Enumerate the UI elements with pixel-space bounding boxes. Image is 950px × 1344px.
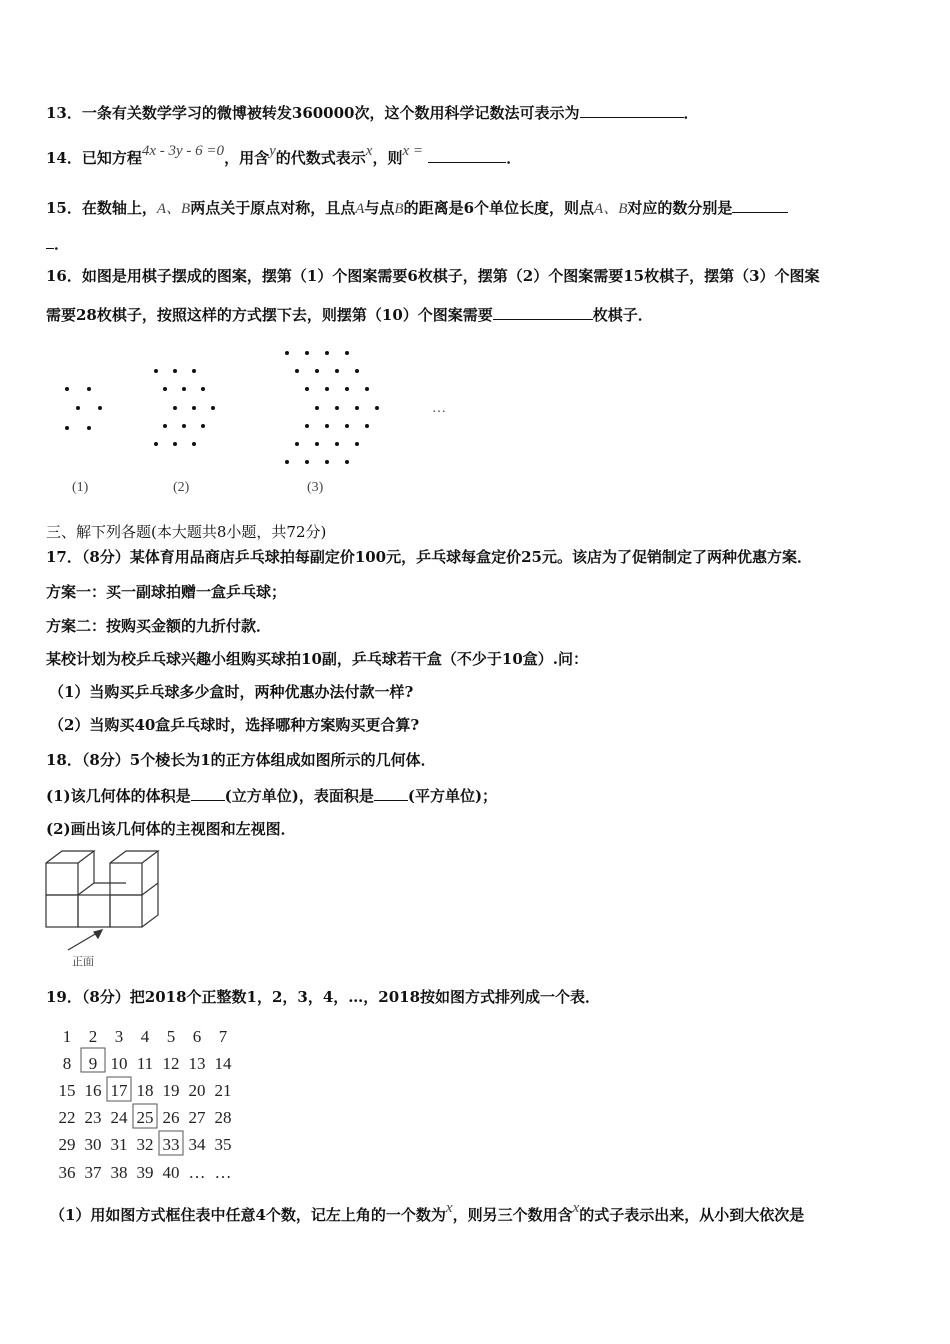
dot bbox=[163, 387, 167, 391]
cube-edge bbox=[142, 883, 158, 895]
pattern-1 bbox=[65, 387, 102, 430]
cube-top bbox=[110, 851, 158, 863]
table-cell: … bbox=[214, 1163, 232, 1182]
dot bbox=[375, 406, 379, 410]
question-14: 14．已知方程4x - 3y - 6 =0，用含y的代数式表示x，则x = ． bbox=[46, 143, 522, 167]
section-heading: 三、解下列各题(本大题共8小题，共72分) bbox=[46, 523, 327, 541]
dot bbox=[355, 442, 359, 446]
table-cell: 13 bbox=[188, 1054, 206, 1073]
table-cell: 38 bbox=[110, 1163, 128, 1182]
plan-2: 方案二：按购买金额的九折付款． bbox=[46, 617, 272, 635]
cube-face bbox=[46, 863, 78, 895]
dot bbox=[305, 460, 309, 464]
dot bbox=[305, 387, 309, 391]
dot bbox=[87, 387, 91, 391]
dot bbox=[295, 369, 299, 373]
question-17-part-1: （1）当购买乒乓球多少盒时，两种优惠办法付款一样? bbox=[49, 683, 414, 701]
table-cell: 10 bbox=[110, 1054, 128, 1073]
table-cell: 15 bbox=[58, 1081, 76, 1100]
dot bbox=[365, 424, 369, 428]
table-cell: 30 bbox=[84, 1135, 102, 1154]
dot bbox=[335, 406, 339, 410]
question-19: 19．（8分）把2018个正整数1，2，3，4，…，2018按如图方式排列成一个表． bbox=[46, 988, 601, 1006]
table-cell: 27 bbox=[188, 1108, 206, 1127]
table-cell: 26 bbox=[162, 1108, 180, 1127]
pattern-2 bbox=[154, 369, 215, 446]
dot bbox=[154, 442, 158, 446]
dot bbox=[325, 387, 329, 391]
dot bbox=[182, 424, 186, 428]
table-cell: 3 bbox=[114, 1027, 124, 1046]
dot bbox=[305, 424, 309, 428]
cube-top bbox=[78, 883, 126, 895]
dot bbox=[345, 460, 349, 464]
dot bbox=[355, 369, 359, 373]
question-18-part-2: (2)画出该几何体的主视图和左视图． bbox=[46, 820, 296, 838]
pattern-label-2: (2) bbox=[173, 480, 190, 495]
dot bbox=[345, 351, 349, 355]
dot bbox=[98, 406, 102, 410]
table-cell: 24 bbox=[110, 1108, 128, 1127]
table-cell: 33 bbox=[162, 1135, 180, 1154]
dot bbox=[154, 369, 158, 373]
answer-blank-surface bbox=[374, 784, 408, 801]
table-cell: 14 bbox=[214, 1054, 232, 1073]
pattern-label-3: (3) bbox=[307, 480, 324, 495]
pattern-3 bbox=[285, 351, 379, 464]
dot bbox=[345, 424, 349, 428]
question-17-part-2: （2）当购买40盒乒乓球时，选择哪种方案购买更合算? bbox=[49, 716, 420, 734]
table-cell: 36 bbox=[58, 1163, 76, 1182]
table-cell: 7 bbox=[218, 1027, 228, 1046]
dot bbox=[173, 442, 177, 446]
cube-face bbox=[78, 895, 110, 927]
table-cell: 23 bbox=[84, 1108, 102, 1127]
dot bbox=[285, 460, 289, 464]
dot bbox=[325, 424, 329, 428]
table-cell: 5 bbox=[166, 1027, 176, 1046]
dot bbox=[305, 351, 309, 355]
dot bbox=[192, 369, 196, 373]
dot bbox=[65, 387, 69, 391]
dot bbox=[325, 460, 329, 464]
dot bbox=[173, 406, 177, 410]
table-cell: 28 bbox=[214, 1108, 232, 1127]
table-cell: 37 bbox=[84, 1163, 102, 1182]
dot bbox=[173, 369, 177, 373]
table-cell: 40 bbox=[162, 1163, 180, 1182]
ellipsis: … bbox=[432, 401, 446, 416]
question-18: 18．（8分）5个棱长为1的正方体组成如图所示的几何体． bbox=[46, 751, 436, 769]
dot bbox=[201, 424, 205, 428]
table-cell: 16 bbox=[84, 1081, 102, 1100]
dot bbox=[325, 351, 329, 355]
dot bbox=[182, 387, 186, 391]
chess-pattern-figure bbox=[50, 340, 470, 505]
dot bbox=[65, 426, 69, 430]
cube-face bbox=[110, 863, 142, 895]
question-18-part-1: (1)该几何体的体积是 (立方单位)，表面积是 (平方单位)； bbox=[46, 784, 497, 807]
question-17: 17．（8分）某体育用品商店乒乓球拍每副定价100元，乒乓球每盒定价25元。该店为了促销制定了两种优惠方案． bbox=[46, 548, 813, 566]
question-15: 15．在数轴上，A、B两点关于原点对称，且点A与点B的距离是6个单位长度，则点A、B对应的数分别是 bbox=[46, 196, 788, 220]
dot bbox=[87, 426, 91, 430]
answer-blank-13 bbox=[580, 101, 684, 118]
dot bbox=[315, 406, 319, 410]
table-cell: 35 bbox=[214, 1135, 232, 1154]
dot bbox=[315, 369, 319, 373]
dot bbox=[76, 406, 80, 410]
cube-face bbox=[110, 895, 142, 927]
answer-blank-15 bbox=[732, 196, 788, 213]
question-15-line2: ． bbox=[46, 232, 69, 255]
front-label: 正面 bbox=[72, 955, 94, 968]
table-cell: 29 bbox=[58, 1135, 76, 1154]
dot bbox=[192, 406, 196, 410]
table-cell: 1 bbox=[62, 1027, 72, 1046]
table-cell: 17 bbox=[110, 1081, 128, 1100]
plan-1: 方案一：买一副球拍赠一盒乒乓球； bbox=[46, 583, 287, 601]
table-cell: 11 bbox=[136, 1054, 154, 1073]
question-16: 16．如图是用棋子摆成的图案，摆第（1）个图案需要6枚棋子，摆第（2）个图案需要15枚棋子，摆第（3）个图案 bbox=[46, 267, 820, 285]
table-cell: 19 bbox=[162, 1081, 180, 1100]
table-cell: 9 bbox=[88, 1054, 98, 1073]
table-cell: 22 bbox=[58, 1108, 76, 1127]
cube-top bbox=[46, 851, 94, 863]
table-cell: 8 bbox=[62, 1054, 72, 1073]
dot bbox=[163, 424, 167, 428]
table-cell: 25 bbox=[136, 1108, 154, 1127]
dot bbox=[192, 442, 196, 446]
table-cell: 34 bbox=[188, 1135, 206, 1154]
dot bbox=[295, 442, 299, 446]
table-cell: 32 bbox=[136, 1135, 154, 1154]
dot bbox=[335, 442, 339, 446]
answer-blank-16 bbox=[493, 303, 593, 320]
dot bbox=[335, 369, 339, 373]
arrow-head bbox=[94, 930, 102, 938]
dot bbox=[211, 406, 215, 410]
equation: 4x - 3y - 6 =0 bbox=[141, 143, 225, 159]
answer-blank-14 bbox=[428, 146, 506, 163]
table-cell: 12 bbox=[162, 1054, 180, 1073]
dot bbox=[285, 351, 289, 355]
question-16-line2: 需要28枚棋子，按照这样的方式摆下去，则摆第（10）个图案需要 枚棋子． bbox=[46, 303, 653, 326]
dot bbox=[345, 387, 349, 391]
table-cell: 20 bbox=[188, 1081, 206, 1100]
question-17-context: 某校计划为校乒乓球兴趣小组购买球拍10副，乒乓球若干盒（不少于10盒）.问： bbox=[46, 650, 588, 668]
table-cell: 18 bbox=[136, 1081, 154, 1100]
dot bbox=[201, 387, 205, 391]
table-cell: 4 bbox=[140, 1027, 150, 1046]
dot bbox=[315, 442, 319, 446]
dot bbox=[365, 387, 369, 391]
table-cell: 39 bbox=[136, 1163, 154, 1182]
answer-blank-volume bbox=[191, 784, 225, 801]
question-13: 13．一条有关数学学习的微博被转发360000次，这个数用科学记数法可表示为 ． bbox=[46, 101, 699, 124]
table-cell: 31 bbox=[110, 1135, 128, 1154]
cube-figure bbox=[40, 846, 170, 970]
table-cell: … bbox=[188, 1163, 206, 1182]
cube-face bbox=[46, 895, 78, 927]
dot bbox=[355, 406, 359, 410]
number-table bbox=[54, 1022, 254, 1182]
question-19-part-1: （1）用如图方式框住表中任意4个数，记左上角的一个数为x，则另三个数用含x的式子表示出来，从小到大依次是 bbox=[50, 1200, 805, 1224]
table-cell: 2 bbox=[88, 1027, 98, 1046]
table-cell: 6 bbox=[192, 1027, 202, 1046]
table-cell: 21 bbox=[214, 1081, 232, 1100]
pattern-label-1: (1) bbox=[72, 480, 89, 495]
